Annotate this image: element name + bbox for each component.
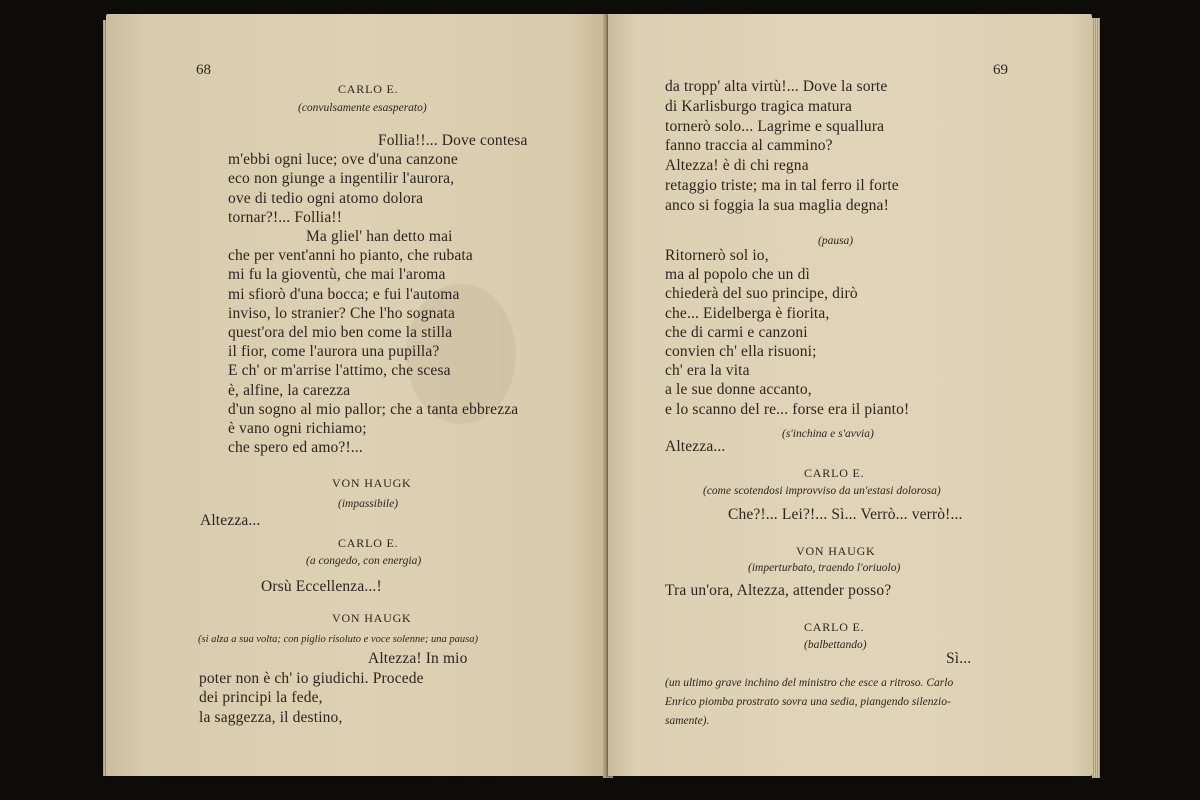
stage-direction-9: (balbettando): [804, 639, 867, 651]
stage-direction-6: (s'inchina e s'avvia): [782, 428, 874, 440]
verse-line: la saggezza, il destino,: [199, 708, 343, 726]
speaker-carlo-1: CARLO E.: [338, 82, 399, 96]
verse-line: dei principi la fede,: [199, 689, 323, 706]
stage-direction-1: (convulsamente esasperato): [298, 102, 427, 114]
stage-direction-3: (a congedo, con energia): [306, 555, 422, 567]
stage-direction-10: (un ultimo grave inchino del ministro che esce a ritroso. Carlo Enrico piomba prostrato sovra una sedia, piangendo silenzio-samente).: [665, 677, 954, 727]
page-number-left: 68: [196, 62, 211, 78]
verse-line: chiederà del suo principe, dirò: [665, 285, 858, 303]
speaker-carlo-4: CARLO E.: [804, 620, 865, 634]
open-book: [103, 14, 1100, 780]
verse-line: E ch' or m'arrise l'attimo, che scesa: [228, 362, 451, 380]
verse-line: fanno traccia al cammino?: [665, 137, 833, 155]
right-page: [608, 14, 1092, 776]
right-page-edge: [1092, 18, 1100, 778]
verse-line: Altezza...: [665, 438, 726, 455]
verse-line: anco si foggia la sua maglia degna!: [665, 196, 889, 214]
verse-line: Orsù Eccellenza...!: [261, 578, 382, 595]
verse-line: e lo scanno del re... forse era il pianto!: [665, 400, 910, 418]
speaker-von-haugk-3: VON HAUGK: [796, 544, 876, 558]
stage-direction-7: (come scotendosi improvviso da un'estasi dolorosa): [703, 485, 941, 497]
verse-line: Ma gliel' han detto mai: [306, 228, 453, 245]
verse-line: m'ebbi ogni luce; ove d'una canzone: [228, 151, 458, 169]
verse-line: Tra un'ora, Altezza, attender posso?: [665, 582, 892, 599]
verse-line: il fior, come l'aurora una pupilla?: [228, 343, 440, 361]
verse-line: d'un sogno al mio pallor; che a tanta ebbrezza: [228, 400, 519, 418]
verse-line: Follia!!... Dove contesa: [378, 132, 528, 149]
verse-line: che... Eidelberga è fiorita,: [665, 304, 830, 322]
verse-line: a le sue donne accanto,: [665, 381, 812, 399]
verse-line: Ritornerò sol io,: [665, 247, 769, 264]
speaker-von-haugk-2: VON HAUGK: [332, 611, 412, 625]
verse-line: tornerò solo... Lagrime e squallura: [665, 117, 885, 135]
verse-line: poter non è ch' io giudichi. Procede: [199, 669, 424, 687]
verse-line: inviso, lo stranier? Che l'ho sognata: [228, 304, 456, 322]
verse-line: Altezza...: [200, 512, 261, 529]
verse-line: ove di tedio ogni atomo dolora: [228, 189, 424, 207]
stage-direction-5: (pausa): [818, 235, 854, 247]
verse-line: da tropp' alta virtù!... Dove la sorte: [665, 78, 888, 95]
verse-line: eco non giunge a ingentilir l'aurora,: [228, 170, 455, 188]
verse-line: mi fu la gioventù, che mai l'aroma: [228, 266, 446, 284]
speaker-carlo-3: CARLO E.: [804, 466, 865, 480]
speaker-von-haugk-1: VON HAUGK: [332, 476, 412, 490]
stage-direction-2: (impassibile): [338, 498, 399, 510]
verse-line: ch' era la vita: [665, 362, 750, 380]
verse-line: quest'ora del mio ben come la stilla: [228, 324, 453, 341]
verse-line: Sì...: [946, 650, 972, 667]
verse-line: retaggio triste; ma in tal ferro il forte: [665, 177, 899, 194]
verse-line: è vano ogni richiamo;: [228, 420, 367, 437]
verse-line: di Karlisburgo tragica matura: [665, 97, 852, 115]
verse-line: Altezza! è di chi regna: [665, 157, 809, 175]
verse-line: tornar?!... Follia!!: [228, 208, 343, 226]
verse-line: che spero ed amo?!...: [228, 439, 363, 457]
verse-line: che per vent'anni ho pianto, che rubata: [228, 247, 473, 265]
verse-line: convien ch' ella risuoni;: [665, 343, 817, 360]
stage-direction-8: (imperturbato, traendo l'oriuolo): [748, 562, 901, 574]
verse-line: ma al popolo che un dì: [665, 266, 810, 284]
verse-line: mi sfiorò d'una bocca; e fui l'automa: [228, 285, 460, 303]
verse-line: che di carmi e canzoni: [665, 323, 808, 341]
speaker-carlo-2: CARLO E.: [338, 536, 399, 550]
verse-line: Altezza! In mio: [368, 650, 468, 667]
stage-direction-4: (si alza a sua volta; con piglio risoluto e voce solenne; una pausa): [198, 634, 478, 645]
page-number-right: 69: [993, 62, 1008, 78]
verse-line: Che?!... Lei?!... Sì... Verrò... verrò!...: [728, 506, 963, 523]
left-page: [106, 14, 606, 776]
verse-line: è, alfine, la carezza: [228, 381, 351, 399]
